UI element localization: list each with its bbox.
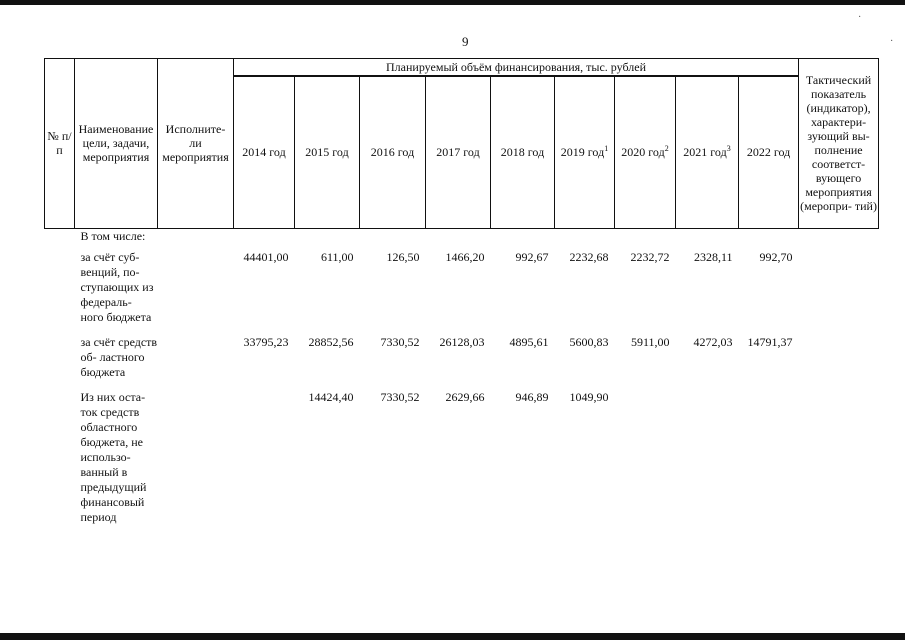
page-number: 9 <box>462 34 469 49</box>
top-border <box>0 0 905 5</box>
cell-value: 4895,61 <box>509 334 549 349</box>
table-row <box>45 228 879 244</box>
header-indicator: Тактический показатель (индикатор), характери- зующий вы- полнение соответст- вующего мероприятия (меропри- тий) <box>799 59 879 229</box>
table-row <box>45 250 879 325</box>
cell-value: 992,70 <box>759 249 793 264</box>
cell-value: 7330,52 <box>380 334 420 349</box>
cell-value: 2328,11 <box>693 249 733 264</box>
table-row <box>45 390 879 525</box>
header-name: Наименование цели, задачи, мероприятия <box>75 59 158 229</box>
cell-value: 2232,72 <box>630 249 670 264</box>
header-planned-financing: Планируемый объём финансирования, тыс. рублей <box>234 59 799 77</box>
cell-value: 4272,03 <box>693 334 733 349</box>
cell-value: 5911,00 <box>630 334 670 349</box>
bottom-border <box>0 633 905 640</box>
header-year-2015: 2015 год <box>295 76 360 228</box>
row-name: Из них оста- ток средств областного бюджета, не использо- ванный в предыдущий финансовый период <box>80 389 147 524</box>
scan-speck: · <box>858 12 862 23</box>
header-no: № п/п <box>45 59 75 229</box>
cell-value: 5600,83 <box>569 334 609 349</box>
cell-value: 992,67 <box>515 249 549 264</box>
cell-value: 126,50 <box>386 249 420 264</box>
cell-value: 1466,20 <box>445 249 485 264</box>
row-name: за счёт суб- венций, по- ступающих из федераль- ного бюджета <box>80 249 154 324</box>
header-year-2019: 2019 год$^1$ <box>555 76 615 228</box>
cell-value <box>615 390 676 525</box>
row-name: В том числе: <box>80 228 146 243</box>
row-name: за счёт средств об- ластного бюджета <box>80 334 158 379</box>
cell-value <box>739 390 799 525</box>
cell-value: 44401,00 <box>243 249 289 264</box>
header-year-2021: 2021 год$^3$ <box>676 76 739 228</box>
cell-value: 14791,37 <box>747 334 793 349</box>
header-year-2014: 2014 год <box>234 76 295 228</box>
scan-speck: · <box>890 36 894 47</box>
header-year-2018: 2018 год <box>491 76 555 228</box>
cell-value: 14424,40 <box>308 389 354 404</box>
cell-value: 2232,68 <box>569 249 609 264</box>
cell-value: 7330,52 <box>380 389 420 404</box>
cell-value: 2629,66 <box>445 389 485 404</box>
cell-value: 33795,23 <box>243 334 289 349</box>
header-year-2017: 2017 год <box>426 76 491 228</box>
header-year-2016: 2016 год <box>360 76 426 228</box>
cell-value: 28852,56 <box>308 334 354 349</box>
table-row <box>45 335 879 380</box>
header-year-2022: 2022 год <box>739 76 799 228</box>
header-year-2020: 2020 год$^2$ <box>615 76 676 228</box>
cell-value: 1049,90 <box>569 389 609 404</box>
financing-table <box>44 58 879 525</box>
cell-value: 946,89 <box>515 389 549 404</box>
cell-value: 26128,03 <box>439 334 485 349</box>
cell-value <box>234 390 295 525</box>
cell-value: 611,00 <box>320 249 354 264</box>
header-executors: Исполните- ли мероприятия <box>158 59 234 229</box>
cell-value <box>676 390 739 525</box>
